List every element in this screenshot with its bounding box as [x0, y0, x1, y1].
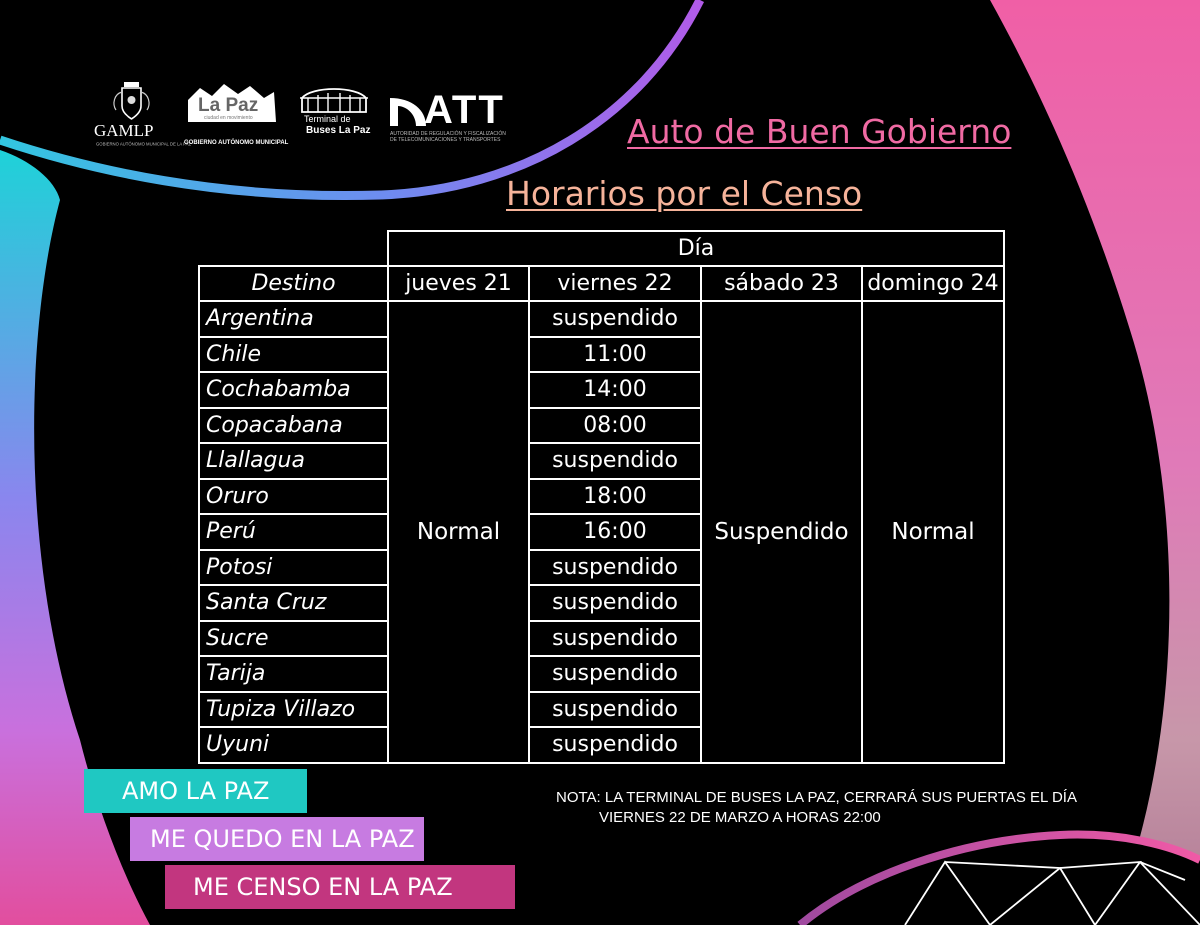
att-name: ATT	[424, 88, 505, 132]
sabado-status-cell: Suspendido	[701, 301, 862, 763]
viernes-time-cell: suspendido	[529, 656, 701, 692]
destination-cell: Llallagua	[199, 443, 388, 479]
viernes-time-cell: suspendido	[529, 692, 701, 728]
viernes-time-cell: suspendido	[529, 550, 701, 586]
viernes-time-cell: suspendido	[529, 727, 701, 763]
viernes-time-cell: suspendido	[529, 301, 701, 337]
att-logo	[388, 88, 518, 152]
destination-cell: Potosi	[199, 550, 388, 586]
jueves-status-cell: Normal	[388, 301, 529, 763]
gamlp-subtitle: GOBIERNO AUTÓNOMO MUNICIPAL DE LA PAZ	[96, 142, 192, 148]
note-line2: VIERNES 22 DE MARZO A HORAS 22:00	[599, 809, 881, 826]
viernes-time-cell: suspendido	[529, 621, 701, 657]
destination-cell: Perú	[199, 514, 388, 550]
domingo-status-cell: Normal	[862, 301, 1004, 763]
banner-me-censo	[165, 865, 515, 909]
viernes-time-cell: 14:00	[529, 372, 701, 408]
terminal-line1: Terminal de	[304, 114, 351, 124]
terminal-building-icon	[298, 84, 370, 114]
column-header-row	[199, 266, 1004, 301]
viernes-time-cell: 08:00	[529, 408, 701, 444]
day-header-row	[199, 231, 1004, 266]
destination-cell: Uyuni	[199, 727, 388, 763]
destination-cell: Argentina	[199, 301, 388, 337]
gamlp-name: GAMLP	[94, 121, 154, 140]
att-line1: AUTORIDAD DE REGULACIÓN Y FISCALIZACIÓN	[390, 131, 506, 137]
destination-cell: Chile	[199, 337, 388, 373]
att-line2: DE TELECOMUNICACIONES Y TRANSPORTES	[390, 137, 501, 143]
schedule-table	[198, 230, 1005, 764]
terminal-logo	[298, 84, 370, 154]
note-line1: NOTA: LA TERMINAL DE BUSES LA PAZ, CERRARÁ SUS PUERTAS EL DÍA	[556, 789, 1077, 806]
destination-cell: Cochabamba	[199, 372, 388, 408]
day-header-domingo: domingo 24	[862, 266, 1004, 301]
destination-cell: Tarija	[199, 656, 388, 692]
banner-text: ME CENSO EN LA PAZ	[193, 873, 453, 901]
day-header-jueves: jueves 21	[388, 266, 529, 301]
gamlp-logo	[94, 80, 192, 150]
main-title: Auto de Buen Gobierno	[627, 112, 1012, 151]
destination-cell: Copacabana	[199, 408, 388, 444]
main-subtitle: Horarios por el Censo	[506, 174, 863, 213]
lapaz-name: La Paz	[198, 95, 259, 116]
day-header-sabado: sábado 23	[701, 266, 862, 301]
empty-corner-cell	[199, 231, 388, 266]
destination-cell: Sucre	[199, 621, 388, 657]
viernes-time-cell: 18:00	[529, 479, 701, 515]
destination-cell: Tupiza Villazo	[199, 692, 388, 728]
banner-me-quedo	[130, 817, 424, 861]
destination-cell: Oruro	[199, 479, 388, 515]
lapaz-logo	[184, 82, 289, 152]
terminal-line2: Buses La Paz	[306, 125, 371, 136]
destination-header: Destino	[199, 266, 388, 301]
destination-cell: Santa Cruz	[199, 585, 388, 621]
lapaz-subtitle: GOBIERNO AUTÓNOMO MUNICIPAL	[184, 140, 289, 146]
day-header: Día	[388, 231, 1004, 266]
lapaz-tagline: ciudad en movimiento	[204, 115, 253, 121]
banner-amo-la-paz	[84, 769, 307, 813]
banner-text: AMO LA PAZ	[122, 777, 270, 805]
table-row	[199, 301, 1004, 337]
shield-icon	[94, 80, 169, 122]
viernes-time-cell: suspendido	[529, 585, 701, 621]
viernes-time-cell: 11:00	[529, 337, 701, 373]
day-header-viernes: viernes 22	[529, 266, 701, 301]
banner-text: ME QUEDO EN LA PAZ	[150, 825, 415, 853]
viernes-time-cell: suspendido	[529, 443, 701, 479]
viernes-time-cell: 16:00	[529, 514, 701, 550]
